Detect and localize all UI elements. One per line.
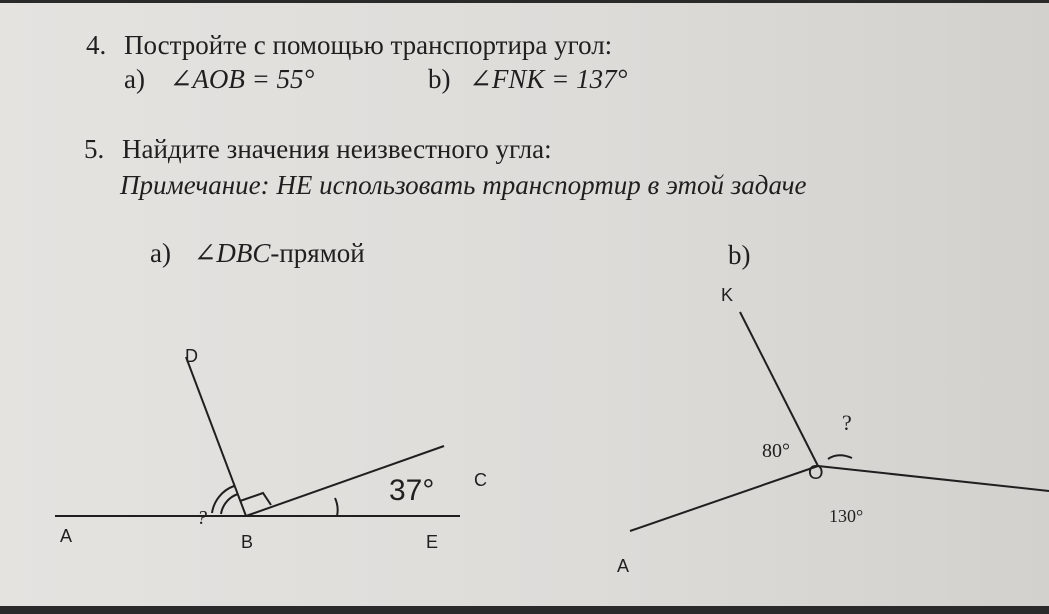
- ray-OA: [630, 466, 818, 531]
- unknown-angle-a: ?: [197, 507, 207, 529]
- angle-arc-unknown-b: [828, 455, 852, 459]
- angle-130-label: 130°: [829, 506, 864, 526]
- angle-arc-unknown-inner: [221, 494, 238, 514]
- label-D: D: [185, 346, 198, 366]
- task5-a-letter: a): [150, 238, 171, 268]
- task5-text: Найдите значения неизвестного угла:: [122, 134, 552, 164]
- unknown-angle-b: ?: [842, 410, 852, 435]
- task4-a-expr: ∠AOB = 55°: [169, 64, 315, 94]
- task5-part-b: b): [728, 240, 751, 270]
- task5-note: Примечание: НЕ использовать транспортир в этой задаче: [120, 170, 807, 200]
- label-E: E: [426, 532, 439, 552]
- label-K: K: [721, 285, 734, 305]
- task4-b-letter: b): [428, 64, 451, 94]
- angle-80-label: 80°: [762, 440, 790, 462]
- label-C: C: [474, 470, 487, 490]
- task5-a-angle: ∠DBC: [193, 238, 271, 268]
- angle-37-label: 37°: [389, 474, 435, 507]
- label-B: B: [241, 532, 254, 552]
- task4-b-expr: ∠FNK = 137°: [469, 64, 628, 94]
- label-A: A: [60, 526, 73, 546]
- bottom-edge: [0, 606, 1049, 614]
- task4-number: 4.: [86, 30, 107, 60]
- label-A-b: A: [617, 556, 630, 576]
- task5-a-rest: -прямой: [270, 238, 365, 268]
- task4-text: Постройте с помощью транспортира угол:: [124, 30, 613, 60]
- figure-b: [630, 312, 1049, 531]
- label-O: O: [808, 462, 824, 484]
- task5-number: 5.: [84, 134, 105, 164]
- ray-BD: [186, 357, 246, 516]
- right-angle-mark: [240, 493, 271, 505]
- angle-arc-37: [335, 498, 338, 516]
- ray-O-right: [818, 466, 1049, 491]
- task4-a-letter: a): [124, 64, 145, 94]
